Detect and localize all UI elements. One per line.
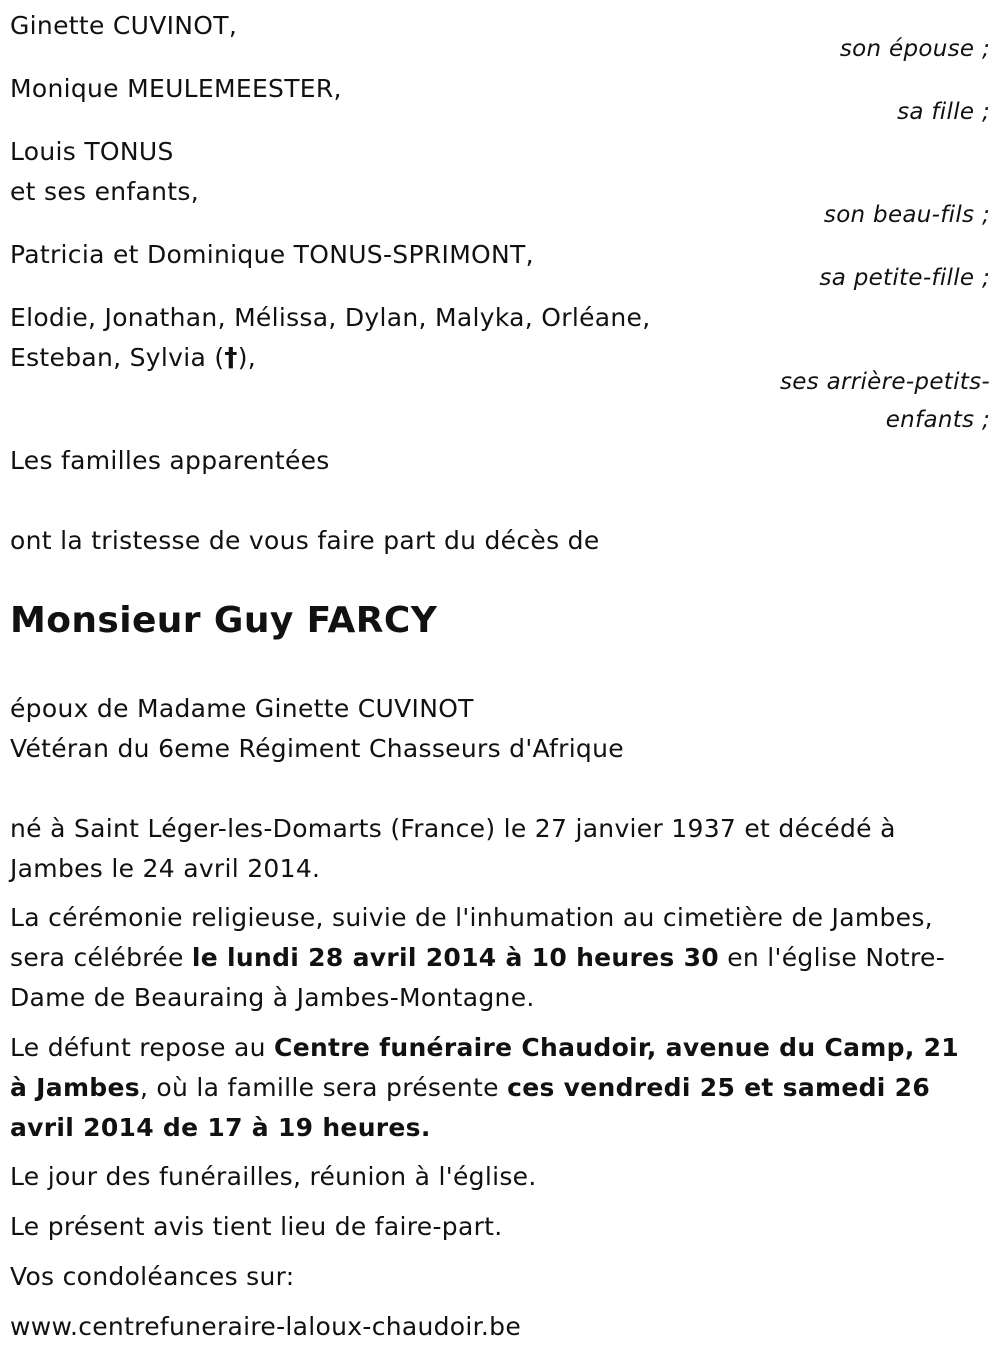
granddaughter-name: Patricia et Dominique TONUS-SPRIMONT, xyxy=(10,240,534,269)
daughter-role: sa fille ; xyxy=(897,99,990,125)
ceremony-paragraph xyxy=(10,898,985,1018)
deceased-veteran: Vétéran du 6eme Régiment Chasseurs d'Afrique xyxy=(10,734,624,763)
related-families: Les familles apparentées xyxy=(10,446,330,475)
greatgrandchildren-prefix: Esteban, Sylvia ( xyxy=(10,343,225,372)
greatgrandchildren-role-line2: enfants ; xyxy=(885,407,990,433)
announcement: ont la tristesse de vous faire part du décès de xyxy=(10,526,600,555)
cross-icon: † xyxy=(224,343,238,373)
soninlaw-name: Louis TONUS xyxy=(10,137,174,166)
soninlaw-role: son beau-fils ; xyxy=(823,202,990,228)
spouse-name: Ginette CUVINOT, xyxy=(10,11,238,40)
daughter-name: Monique MEULEMEESTER, xyxy=(10,74,342,103)
greatgrandchildren-line2 xyxy=(10,338,256,378)
condolences-label: Vos condoléances sur: xyxy=(10,1262,295,1291)
notice-note: Le présent avis tient lieu de faire-part. xyxy=(10,1212,503,1241)
soninlaw-children: et ses enfants, xyxy=(10,177,199,206)
granddaughter-role: sa petite-fille ; xyxy=(819,265,990,291)
ceremony-date: le lundi 28 avril 2014 à 10 heures 30 xyxy=(191,943,719,972)
greatgrandchildren-suffix: ), xyxy=(237,343,257,372)
repose-visiting-hours: ces vendredi 25 et samedi 26 avril 2014 de 17 à 19 heures. xyxy=(10,1073,931,1142)
spouse-role: son épouse ; xyxy=(839,36,990,62)
repose-text-2: , où la famille sera présente xyxy=(139,1073,508,1102)
greatgrandchildren-role-line1: ses arrière-petits- xyxy=(779,369,990,395)
repose-text-1: Le défunt repose au xyxy=(10,1033,275,1062)
ceremony-text-1: La cérémonie religieuse, suivie de l'inhumation au cimetière de Jambes, sera célébrée xyxy=(10,903,933,972)
deceased-spouse: époux de Madame Ginette CUVINOT xyxy=(10,694,474,723)
deceased-name: Monsieur Guy FARCY xyxy=(10,600,438,641)
funeral-day-note: Le jour des funérailles, réunion à l'église. xyxy=(10,1162,537,1191)
repose-location: Centre funéraire Chaudoir, avenue du Camp, 21 à Jambes xyxy=(10,1033,960,1102)
website-link[interactable]: www.centrefuneraire-laloux-chaudoir.be xyxy=(10,1312,522,1341)
ceremony-text-2: en l'église Notre-Dame de Beauraing à Jambes-Montagne. xyxy=(10,943,946,1012)
greatgrandchildren-line1: Elodie, Jonathan, Mélissa, Dylan, Malyka, Orléane, xyxy=(10,303,651,332)
birth-death-paragraph: né à Saint Léger-les-Domarts (France) le 27 janvier 1937 et décédé à Jambes le 24 avril 2014. xyxy=(10,814,896,883)
repose-paragraph xyxy=(10,1028,985,1148)
